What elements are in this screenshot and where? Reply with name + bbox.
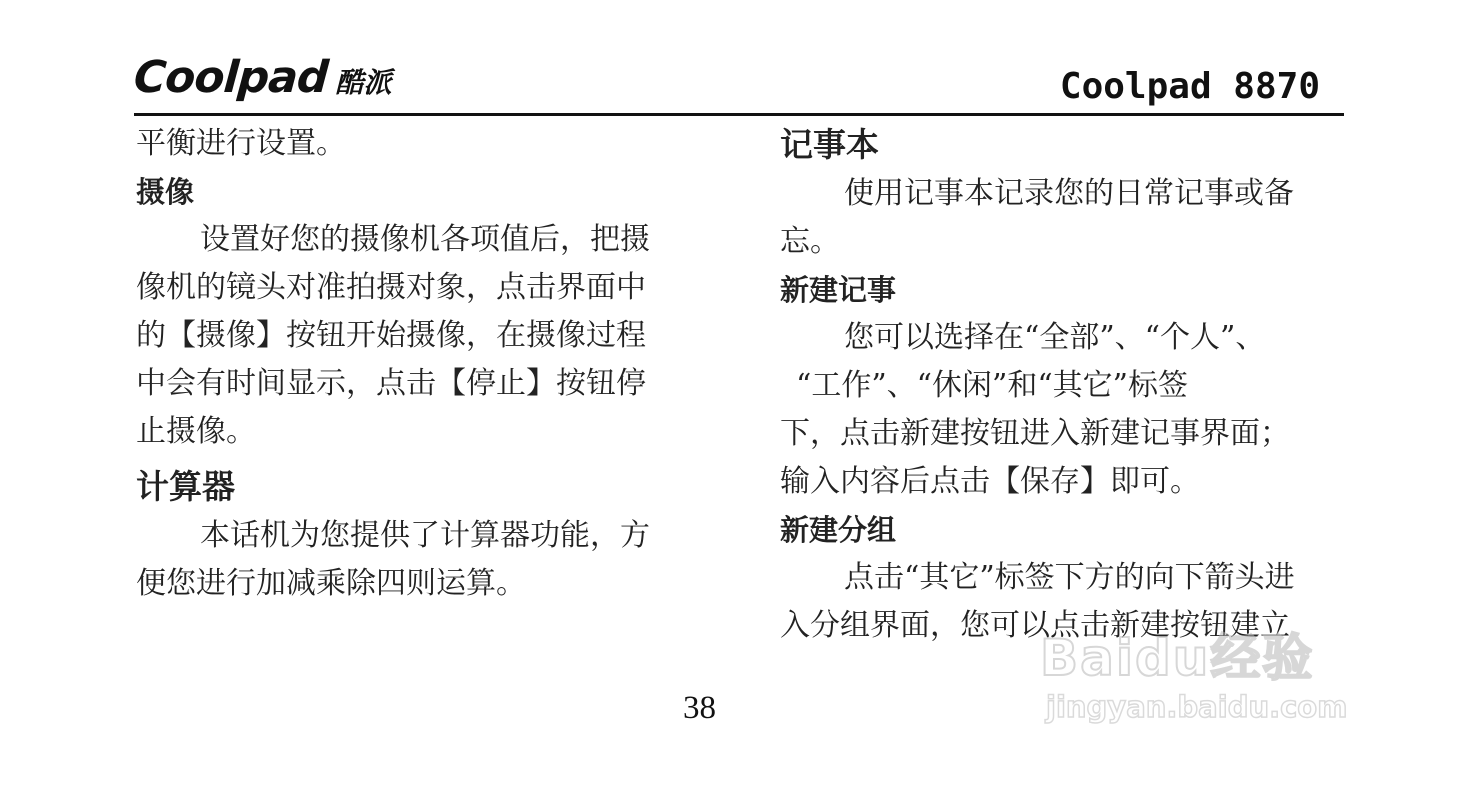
calculator-heading: 计算器 xyxy=(136,467,235,506)
new-group-line: 入分组界面，您可以点击新建按钮建立 xyxy=(780,608,1290,643)
notepad-heading: 记事本 xyxy=(780,125,879,164)
camera-heading: 摄像 xyxy=(136,175,195,209)
camera-line: 的【摄像】按钮开始摄像，在摄像过程 xyxy=(136,318,646,353)
notepad-line: 忘。 xyxy=(780,224,840,259)
header-divider xyxy=(134,113,1344,116)
camera-line: 像机的镜头对准拍摄对象，点击界面中 xyxy=(136,270,646,305)
page-number: 38 xyxy=(683,690,716,726)
new-note-line: 下，点击新建按钮进入新建记事界面； xyxy=(780,416,1290,451)
continuation-text: 平衡进行设置。 xyxy=(136,126,346,161)
notepad-line: 使用记事本记录您的日常记事或备 xyxy=(844,176,1294,211)
new-note-heading: 新建记事 xyxy=(780,273,897,307)
new-group-line: 点击“其它”标签下方的向下箭头进 xyxy=(844,560,1295,595)
logo-latin-text: Coolpad xyxy=(132,52,330,103)
new-note-line: “工作”、“休闲”和“其它”标签 xyxy=(796,368,1189,403)
baidu-watermark xyxy=(1040,618,1400,738)
logo-chinese-text: 酷派 xyxy=(335,66,392,99)
left-column xyxy=(136,120,696,608)
new-note-line: 输入内容后点击【保存】即可。 xyxy=(780,464,1200,499)
camera-line: 中会有时间显示，点击【停止】按钮停 xyxy=(136,366,646,401)
model-name: Coolpad 8870 xyxy=(1059,66,1320,107)
calculator-line: 本话机为您提供了计算器功能，方 xyxy=(200,518,650,553)
right-column xyxy=(780,120,1350,650)
camera-line: 设置好您的摄像机各项值后，把摄 xyxy=(200,222,650,257)
new-group-heading: 新建分组 xyxy=(780,513,897,547)
calculator-line: 便您进行加减乘除四则运算。 xyxy=(136,566,526,601)
new-note-line: 您可以选择在“全部”、“个人”、 xyxy=(844,320,1266,355)
watermark-main-text: Baidu经验 xyxy=(1040,629,1315,687)
coolpad-logo xyxy=(132,52,392,103)
watermark-url-text: jingyan.baidu.com xyxy=(1046,690,1348,724)
camera-line: 止摄像。 xyxy=(136,414,256,449)
